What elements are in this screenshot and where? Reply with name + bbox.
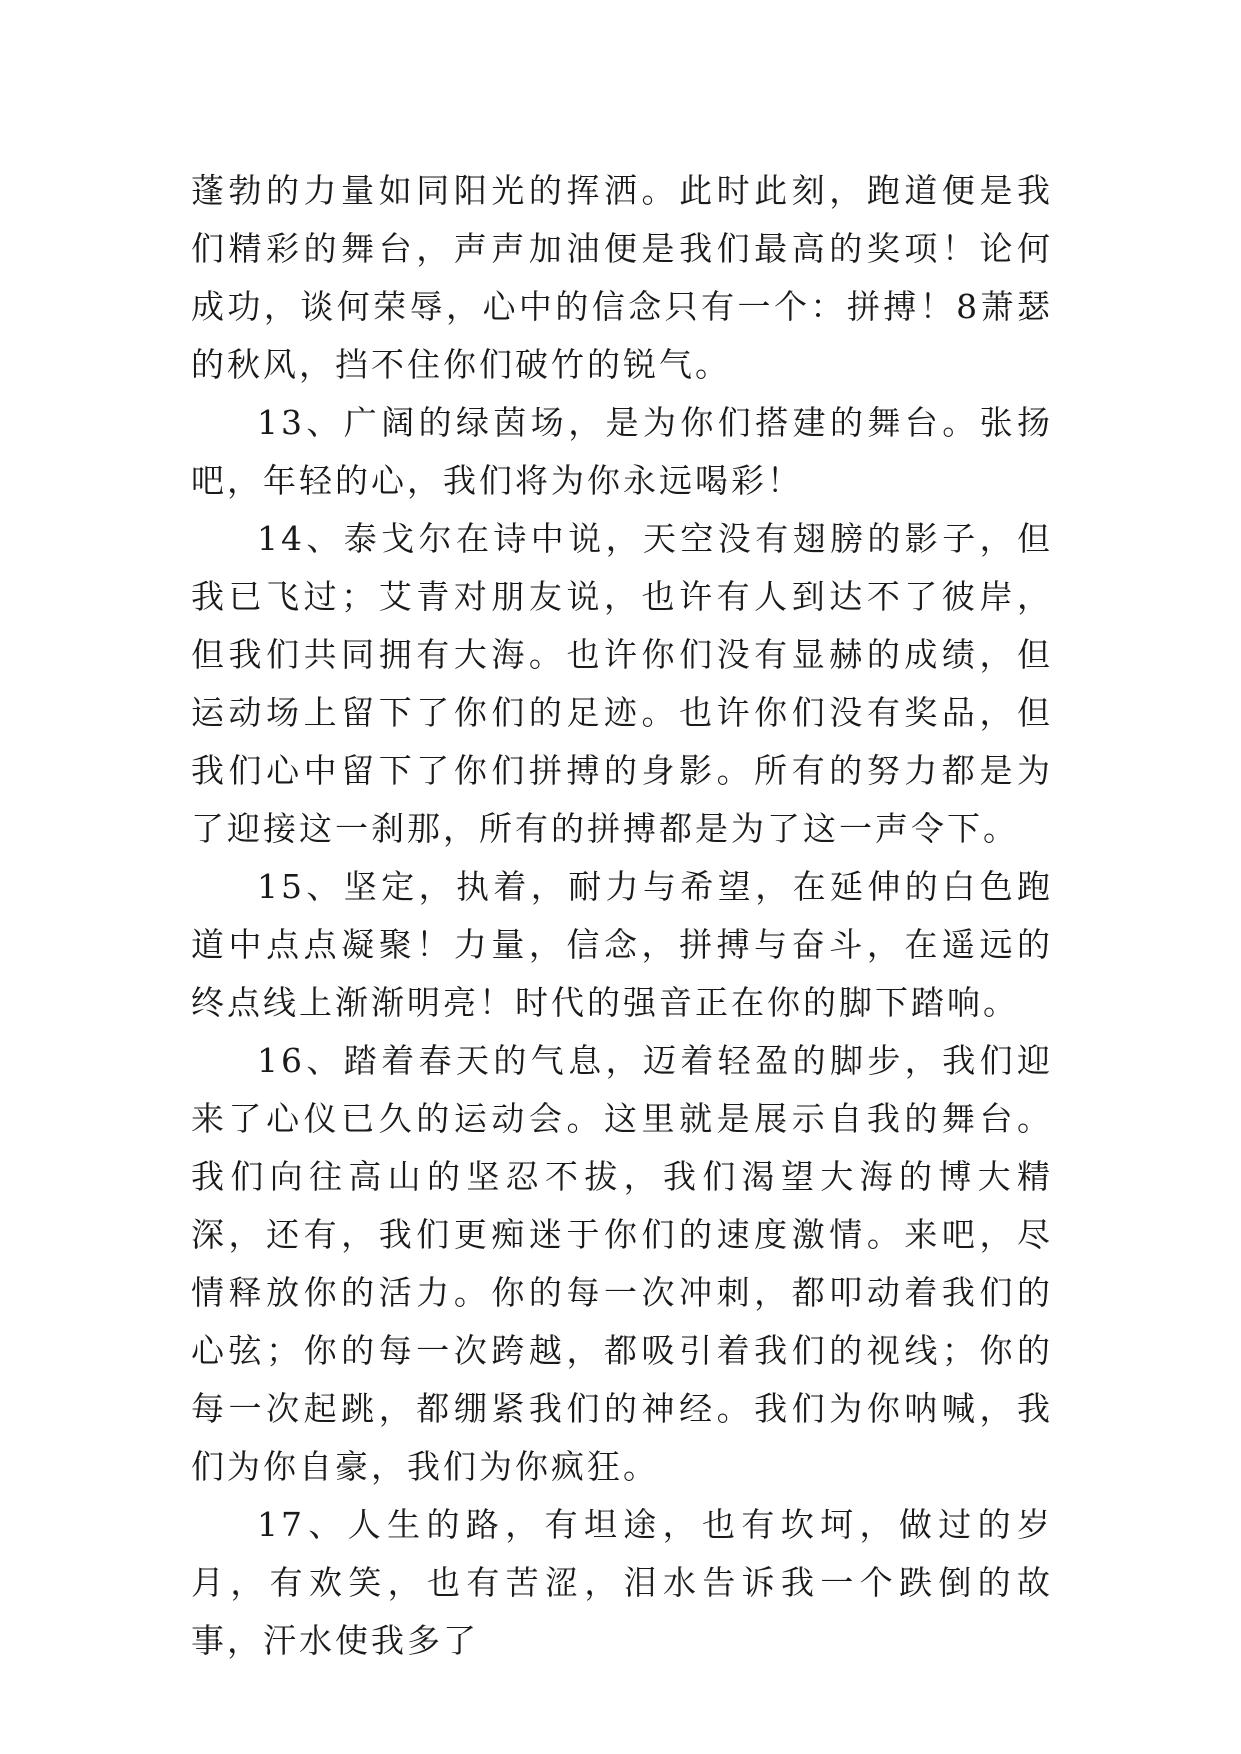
document-page xyxy=(191,162,1053,1670)
paragraph-17: 17、人生的路，有坦途，也有坎坷，做过的岁月，有欢笑，也有苦涩，泪水告诉我一个跌倒的故事，汗水使我多了 xyxy=(191,1505,1053,1660)
paragraph-16: 16、踏着春天的气息，迈着轻盈的脚步，我们迎来了心仪已久的运动会。这里就是展示自我的舞台。我们向往高山的坚忍不拔，我们渴望大海的博大精深，还有，我们更痴迷于你们的速度激情。来吧，尽情释放你的活力。你的每一次冲刺，都叩动着我们的心弦；你的每一次跨越，都吸引着我们的视线；你的每一次起跳，都绷紧我们的神经。我们为你呐喊，我们为你自豪，我们为你疯狂。 xyxy=(191,1041,1053,1486)
paragraph-14: 14、泰戈尔在诗中说，天空没有翅膀的影子，但我已飞过；艾青对朋友说，也许有人到达不了彼岸，但我们共同拥有大海。也许你们没有显赫的成绩，但运动场上留下了你们的足迹。也许你们没有奖品，但我们心中留下了你们拼搏的身影。所有的努力都是为了迎接这一刹那，所有的拼搏都是为了这一声令下。 xyxy=(191,519,1053,848)
paragraph-continuation: 蓬勃的力量如同阳光的挥洒。此时此刻，跑道便是我们精彩的舞台，声声加油便是我们最高的奖项！论何成功，谈何荣辱，心中的信念只有一个：拼搏！8萧瑟的秋风，挡不住你们破竹的锐气。 xyxy=(191,171,1053,384)
paragraph-13: 13、广阔的绿茵场，是为你们搭建的舞台。张扬吧，年轻的心，我们将为你永远喝彩！ xyxy=(191,403,1053,500)
paragraph-15: 15、坚定，执着，耐力与希望，在延伸的白色跑道中点点凝聚！力量，信念，拼搏与奋斗，在遥远的终点线上渐渐明亮！时代的强音正在你的脚下踏响。 xyxy=(191,867,1053,1022)
